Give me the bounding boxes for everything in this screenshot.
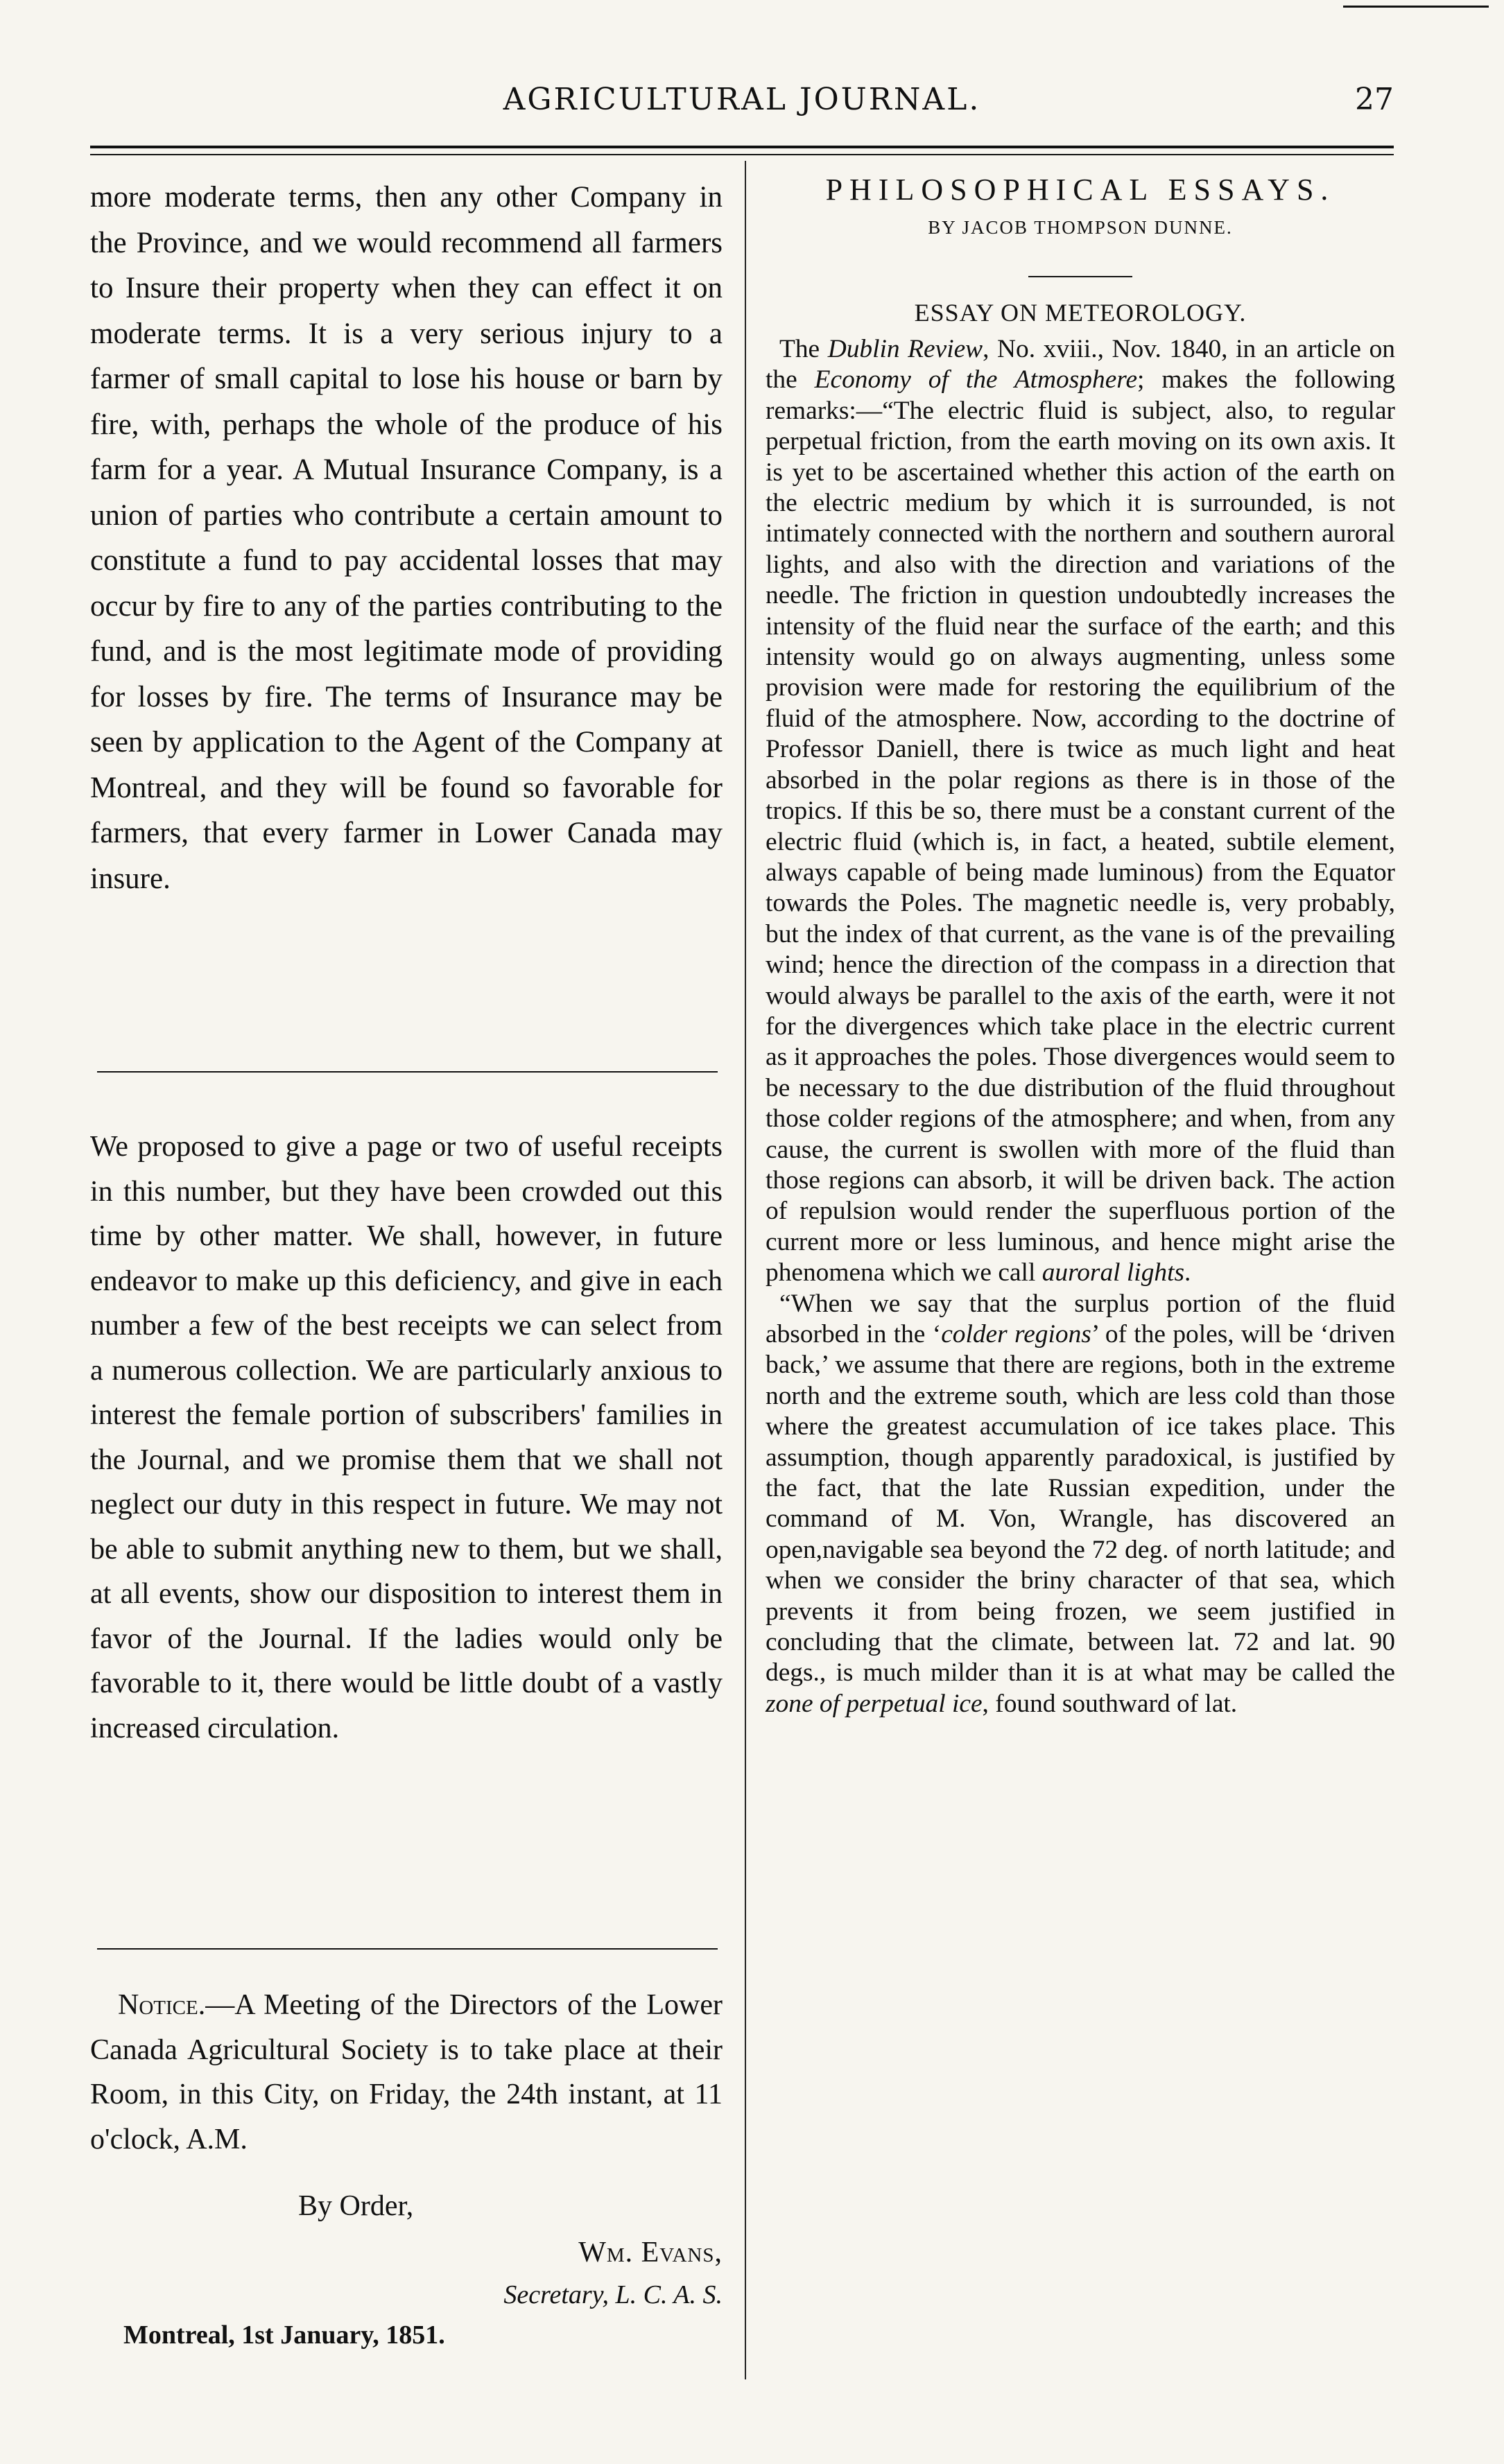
signer-name: Wm. Evans, xyxy=(578,2237,723,2268)
short-rule xyxy=(1028,276,1132,277)
running-title: AGRICULTURAL JOURNAL. xyxy=(503,82,981,117)
notice-paragraph xyxy=(90,1983,723,2162)
header-rule-thick xyxy=(90,146,1394,148)
page-header xyxy=(90,82,1394,137)
essays-byline: BY JACOB THOMPSON DUNNE. xyxy=(928,217,1233,238)
notice-heading: Notice. xyxy=(118,1989,206,2021)
text-span: The xyxy=(779,335,828,363)
section-rule xyxy=(97,1948,718,1950)
colder-regions-term: colder regions xyxy=(941,1320,1091,1348)
notice-text: —A Meeting of the Directors of the Lower Canada Agricultural Society is to take place at their Room, in this City, on Friday, the 24th instant, at 11 o'clock, A.M. xyxy=(90,1989,723,2155)
zone-term: zone of perpetual ice xyxy=(766,1689,983,1718)
text-span: , No. xviii., Nov. 1840, in an article on the xyxy=(766,335,1395,394)
notice-block xyxy=(90,1983,723,2162)
insurance-paragraph: more moderate terms, then any other Company in the Province, and we would recommend all farmers to Insure their property when they can effect it on moderate terms. It is a very serious injury to a farmer of small capital to lose his house or barn by fire, with, perhaps the whole of the produce of his farm for a year. A Mutual Insurance Company, is a union of parties who contribute a certain amount to constitute a fund to pay accidental losses that may occur by fire to any of the parties contributing to the fund, and is the most legitimate mode of providing for losses by fire. The terms of Insurance may be seen by application to the Agent of the Company at Montreal, and they will be found so favorable for farmers, that every farmer in Lower Canada may insure. xyxy=(90,181,723,895)
section-rule xyxy=(97,1071,718,1073)
signer-title: Secretary, L. C. A. S. xyxy=(503,2280,723,2309)
page-number: 27 xyxy=(1355,82,1394,117)
corner-rule xyxy=(1343,6,1489,8)
text-span: . xyxy=(1184,1258,1191,1287)
dateline: Montreal, 1st January, 1851. xyxy=(123,2320,445,2350)
column-divider xyxy=(745,161,746,2379)
text-span: ; makes the following remarks:—“The electric fluid is subject, also, to regular perpetual friction, from the earth moving on its own axis. It is yet to be ascertained whether this action of the earth on the electric medium by which it is surrounded, is not intimately connected with the northern and southern auroral lights, and also with the direction and variations of the needle. The friction in question undoubtedly increases the intensity of the fluid near the surface of the earth; and this intensity would go on always augmenting, unless some provision were made for restoring the equilibrium of the fluid of the atmosphere. Now, according to the doctrine of Professor Daniell, there is twice as much light and heat absorbed in the polar regions as there is in those of the tropics. If this be so, there must be a constant current of the electric fluid (which is, in fact, a heated, subtile element, always capable of being made luminous) from the Equator towards the Poles. The magnetic needle is, very probably, but the index of that current, as the vane is of the prevailing wind; hence the direction of the compass in a direction that would always be parallel to the axis of the earth, were it not for the divergences which take place in the electric current as it approaches the poles. Those divergences would seem to be necessary to the due distribution of the fluid throughout those colder regions of the atmosphere; and when, from any cause, the current is swollen with more of the fluid than those regions can absorb, it will be driven back. The action of repulsion would render the superfluous portion of the current more or less luminous, and hence might arise the phenomena which we call xyxy=(766,365,1395,1287)
by-order: By Order, xyxy=(298,2190,414,2222)
text-span: “When we say that the surplus portion of the fluid absorbed in the ‘ xyxy=(766,1289,1395,1348)
essay-body xyxy=(766,334,1395,1719)
right-column xyxy=(766,172,1395,1719)
article-title: Economy of the Atmosphere xyxy=(814,365,1138,394)
text-span: ’ of the poles, will be ‘driven back,’ we assume that there are regions, both in the extreme north and the extreme south, which are less cold than those where the greatest accumulation of ice takes place. This assumption, though apparently paradoxical, is justified by the fact, that the late Russian expedition, under the command of M. Von, Wrangle, has discovered an open,navigable sea beyond the 72 deg. of north latitude; and when we consider the briny character of that sea, which prevents it from being frozen, we seem justified in concluding that the climate, between lat. 72 and lat. 90 degs., is much milder than it is at what may be called the xyxy=(766,1320,1396,1688)
essay-paragraph-2 xyxy=(766,1289,1395,1720)
essay-paragraph-1 xyxy=(766,334,1395,1289)
left-column-para2 xyxy=(90,1095,723,1780)
text-span: , found southward of lat. xyxy=(982,1689,1238,1718)
left-column-para1 xyxy=(90,175,723,901)
header-rule-thin xyxy=(90,154,1394,155)
auroral-lights-term: auroral lights xyxy=(1041,1258,1185,1287)
review-title: Dublin Review xyxy=(827,335,983,363)
essays-heading: PHILOSOPHICAL ESSAYS. xyxy=(825,173,1336,207)
essay-title: ESSAY ON METEOROLOGY. xyxy=(914,299,1247,327)
receipts-paragraph: We proposed to give a page or two of useful receipts in this number, but they have been crowded out this time by other matter. We shall, however, in future endeavor to make up this deficiency, and give in each number a few of the best receipts we can select from a numerous collection. We are particularly anxious to interest the female portion of subscribers' families in the Journal, and we promise them that we shall not neglect our duty in this respect in future. We may not be able to submit anything new to them, but we shall, at all events, show our disposition to interest them in favor of the Journal. If the ladies would only be favorable to it, there would be little doubt of a vastly increased circulation. xyxy=(90,1131,723,1744)
